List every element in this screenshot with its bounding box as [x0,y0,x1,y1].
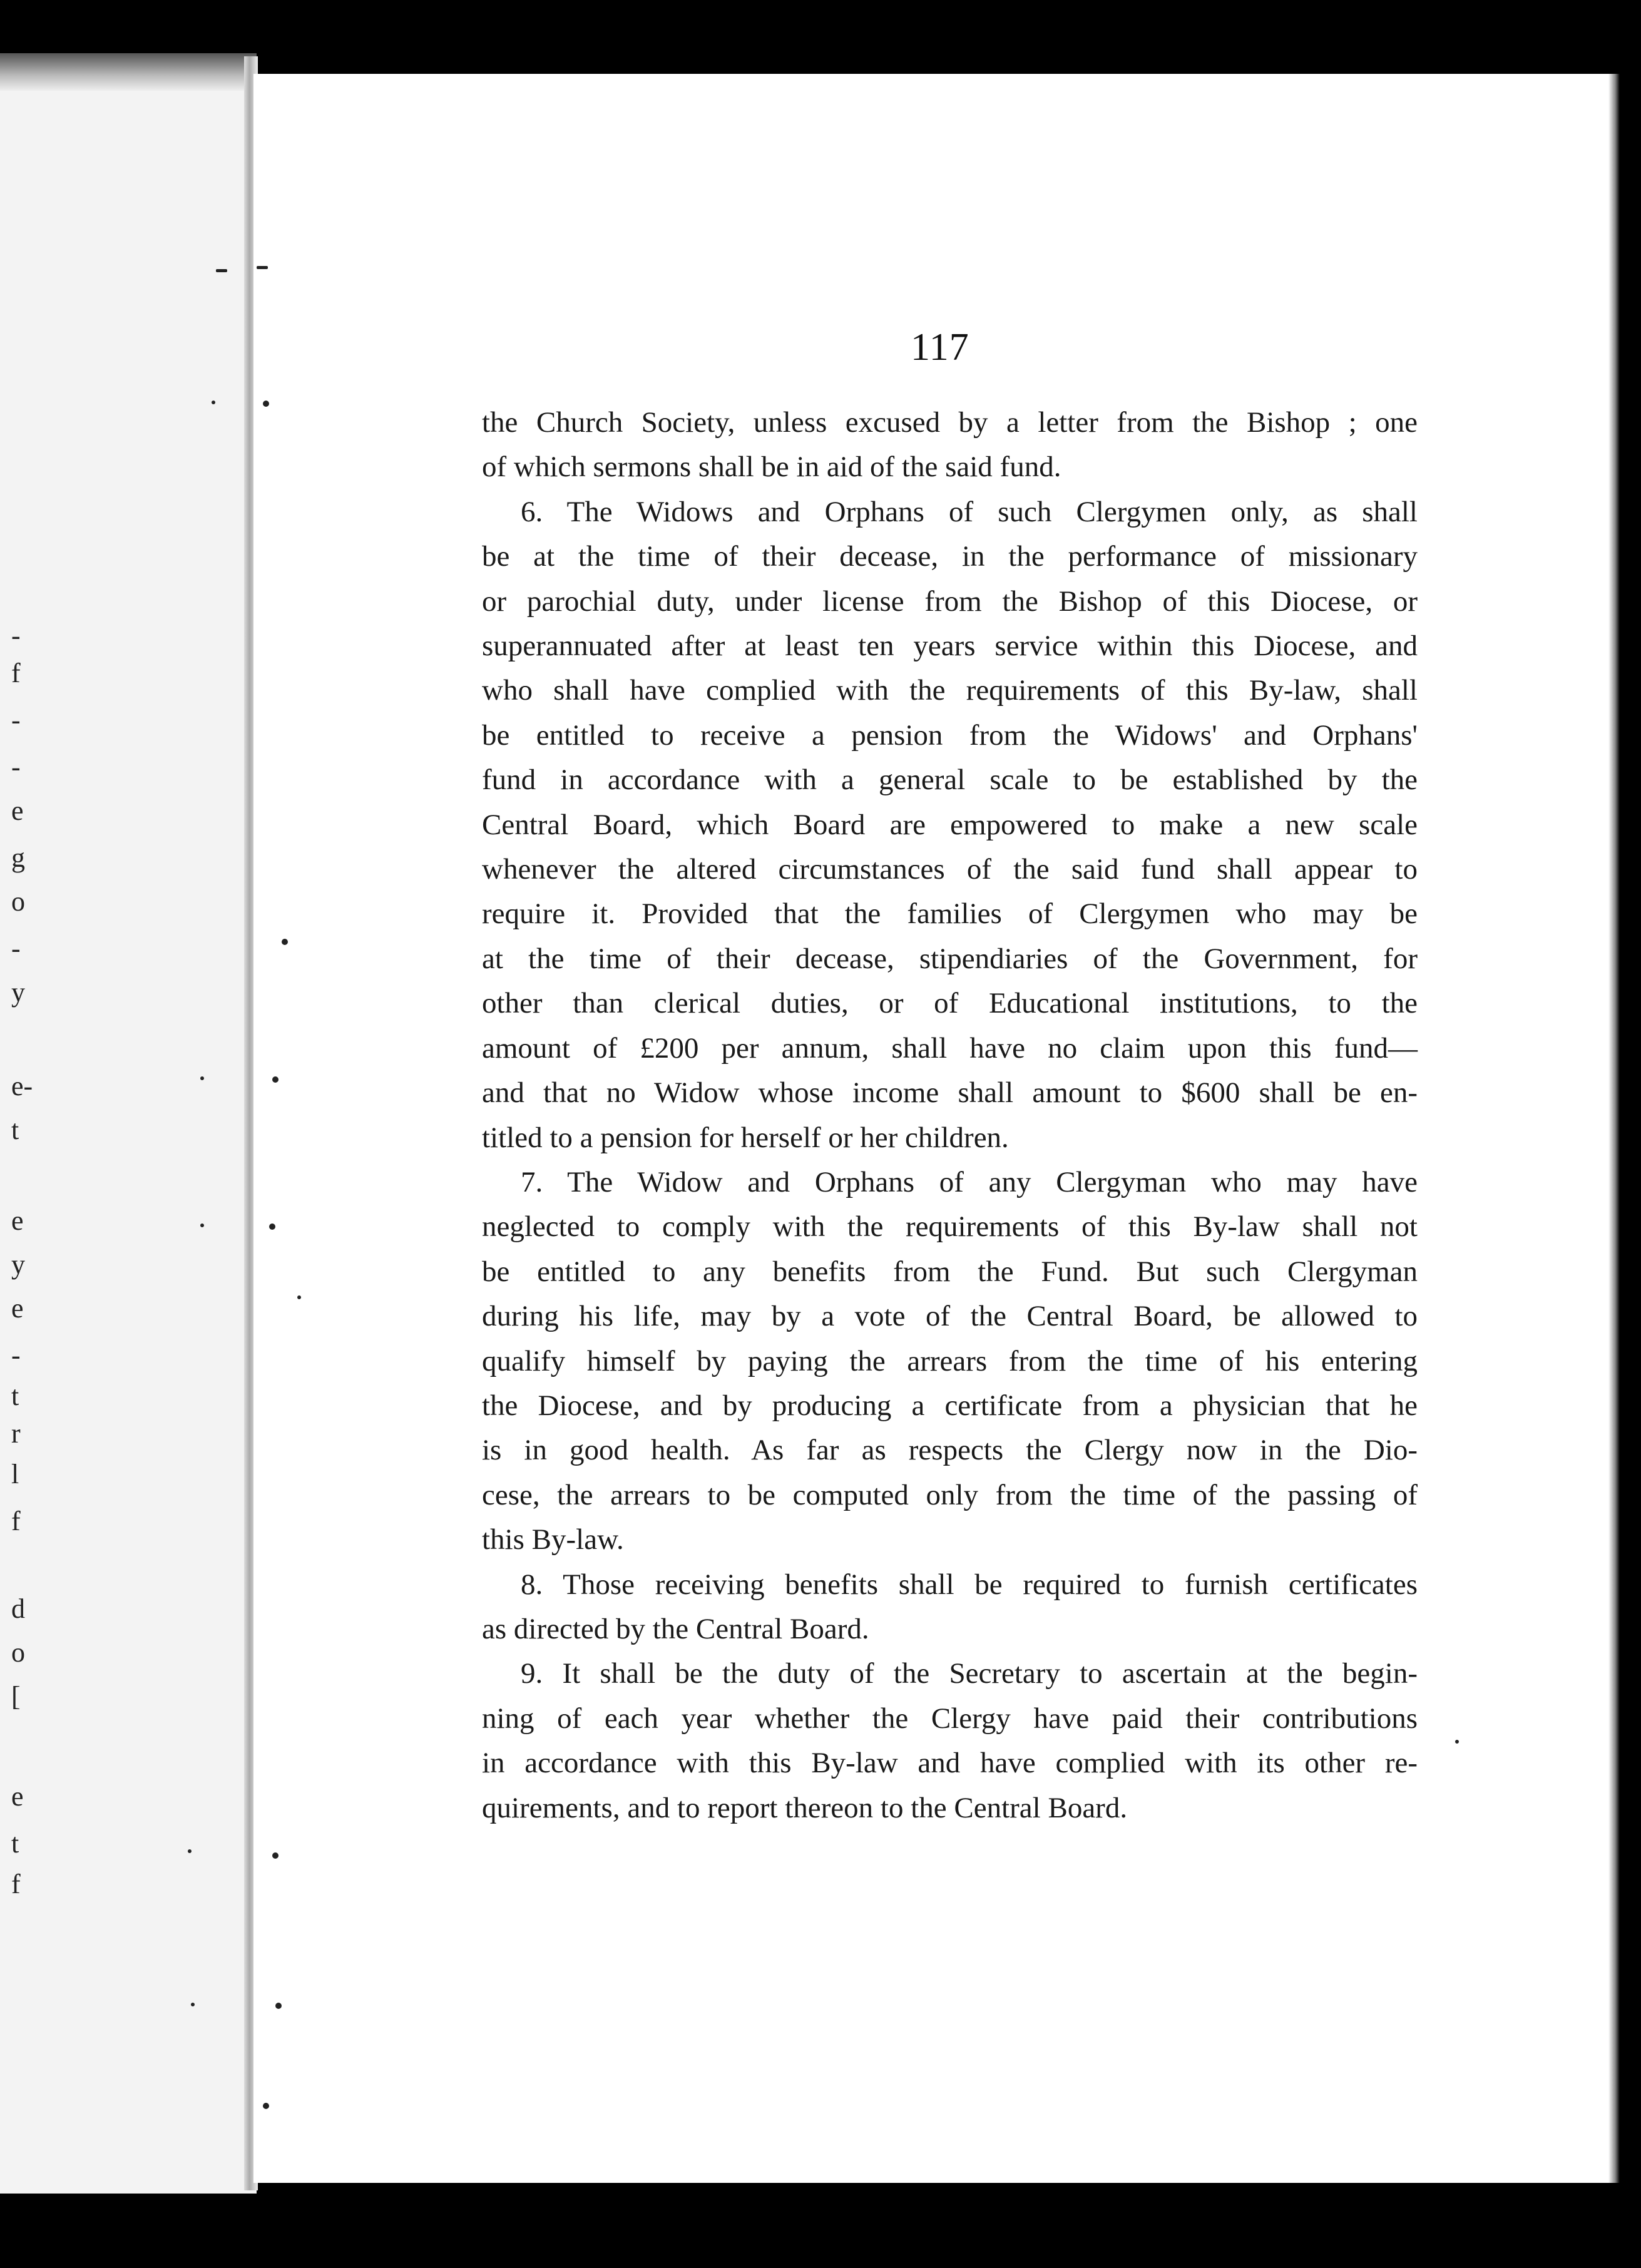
facing-page-fragment: - [11,752,21,782]
scan-speck [1455,1740,1459,1744]
scan-speck [269,1223,275,1230]
scan-speck [188,1849,192,1853]
facing-page-fragment: e [11,1781,24,1812]
text-line: titled to a pension for herself or her children. [482,1121,1009,1154]
facing-page-fragment: t [11,1828,19,1859]
facing-page-fragment: o [11,886,25,917]
scan-speck [212,401,215,404]
text-line: this By-law. [482,1523,624,1556]
text-line: as directed by the Central Board. [482,1612,869,1645]
scan-speck [275,2003,282,2009]
scan-speck [272,1852,279,1859]
text-line: be entitled to receive a pension from the Widows' and Orphans' [482,718,1418,752]
text-line: Central Board, which Board are empowered to make a new scale [482,808,1418,841]
text-line: amount of £200 per annum, shall have no claim upon this fund— [482,1031,1418,1065]
text-line: or parochial duty, under license from the Bishop of this Diocese, or [482,585,1418,618]
text-line: require it. Provided that the families of Clergymen who may be [482,897,1418,931]
facing-page-text-fragments [0,0,75,2268]
text-line: quirements, and to report thereon to the Central Board. [482,1791,1128,1824]
text-line: superannuated after at least ten years service within this Diocese, and [482,630,1418,663]
body-text [482,401,1418,1831]
scan-speck [263,401,269,407]
text-line: ning of each year whether the Clergy have paid their contributions [482,1702,1418,1735]
facing-page-fragment: [ [11,1681,21,1712]
text-line: at the time of their decease, stipendiaries of the Government, for [482,942,1418,975]
facing-page-fragment: t [11,1115,19,1145]
scan-speck [216,269,227,272]
facing-page-fragment: r [11,1418,21,1449]
text-line: the Church Society, unless excused by a letter from the Bishop ; one [482,406,1418,439]
text-line: cese, the arrears to be computed only from the time of the passing of [482,1478,1418,1511]
scan-speck [200,1223,204,1227]
facing-page-fragment: y [11,1249,25,1280]
text-line: who shall have complied with the requirements of this By-law, shall [482,674,1418,707]
facing-page-fragment: e [11,1293,24,1324]
facing-page-fragment: e [11,1205,24,1236]
facing-page-fragment: f [11,1869,21,1899]
facing-page-fragment: - [11,933,21,964]
text-line: be at the time of their decease, in the performance of missionary [482,540,1418,573]
scan-speck [272,1076,279,1083]
scan-speck [297,1295,301,1299]
text-line: 6. The Widows and Orphans of such Clergymen only, as shall [521,495,1418,528]
scan-speck [263,2103,269,2109]
text-line: fund in accordance with a general scale to be established by the [482,764,1418,797]
facing-page-fragment: e [11,795,24,826]
text-line: and that no Widow whose income shall amount to $600 shall be en- [482,1076,1418,1110]
text-line: qualify himself by paying the arrears from the time of his entering [482,1344,1418,1377]
facing-page-fragment: d [11,1593,25,1624]
facing-page-fragment: o [11,1637,25,1668]
facing-page-fragment: e- [11,1071,33,1101]
facing-page-fragment: g [11,842,25,873]
facing-page-fragment: f [11,1506,21,1536]
text-line: neglected to comply with the requirements of this By-law shall not [482,1210,1418,1244]
text-line: the Diocese, and by producing a certificate from a physician that he [482,1389,1418,1422]
page-number: 117 [911,326,969,369]
facing-page-fragment: t [11,1381,19,1411]
page-right-shadow [1608,74,1620,2183]
facing-page-fragment: - [11,620,21,651]
text-line: is in good health. As far as respects the Clergy now in the Dio- [482,1434,1418,1467]
scan-speck [191,2003,195,2006]
facing-page-fragment: - [11,1340,21,1371]
text-line: 9. It shall be the duty of the Secretary to ascertain at the begin- [521,1657,1418,1690]
text-line: 8. Those receiving benefits shall be required to furnish certificates [521,1568,1418,1601]
scan-speck [200,1076,204,1080]
facing-page-fragment: - [11,705,21,735]
text-line: in accordance with this By-law and have complied with its other re- [482,1747,1418,1780]
text-line: be entitled to any benefits from the Fund. But such Clergyman [482,1255,1418,1288]
scan-speck [282,939,288,945]
text-line: during his life, may by a vote of the Central Board, be allowed to [482,1300,1418,1333]
facing-page-fragment: f [11,658,21,688]
text-line: of which sermons shall be in aid of the said fund. [482,451,1061,484]
scan-speck [257,266,268,269]
facing-page-fragment: y [11,977,25,1008]
text-line: other than clerical duties, or of Educational institutions, to the [482,987,1418,1020]
text-line: 7. The Widow and Orphans of any Clergyman who may have [521,1165,1418,1198]
facing-page-fragment: l [11,1459,19,1489]
text-line: whenever the altered circumstances of the said fund shall appear to [482,853,1418,886]
